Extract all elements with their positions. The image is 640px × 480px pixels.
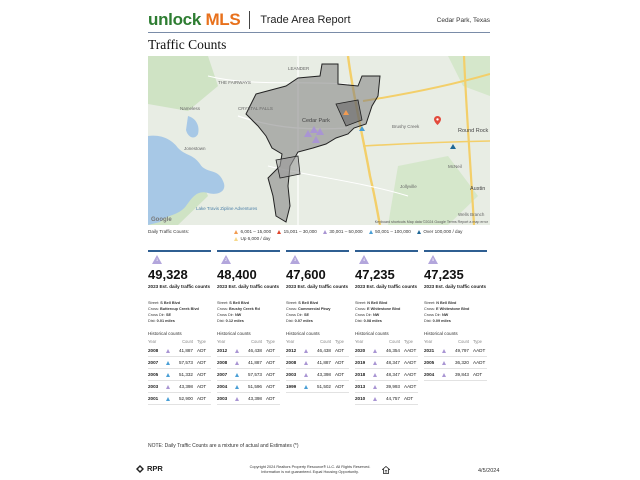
distance-info: Dist: 0.09 miles bbox=[424, 319, 451, 323]
traffic-count-desc: 2023 Est. daily traffic counts bbox=[355, 284, 418, 289]
table-row bbox=[148, 393, 211, 405]
traffic-triangle-icon bbox=[304, 385, 308, 389]
header-separator bbox=[249, 11, 250, 29]
hist-year: 2019 bbox=[355, 360, 366, 365]
traffic-card bbox=[148, 250, 217, 405]
hist-type: AADT bbox=[473, 360, 486, 365]
historical-counts-title: Historical counts bbox=[424, 331, 458, 336]
table-row bbox=[286, 381, 349, 393]
traffic-card bbox=[355, 250, 424, 405]
hist-type: ADT bbox=[473, 372, 483, 377]
traffic-triangle-icon bbox=[373, 349, 377, 353]
traffic-card bbox=[424, 250, 493, 405]
hist-count: 41,887 bbox=[178, 348, 193, 353]
hist-count: 51,596 bbox=[247, 384, 262, 389]
hist-type: ADT bbox=[197, 384, 207, 389]
traffic-triangle-icon bbox=[166, 361, 170, 365]
legend-title: Daily Traffic Counts: bbox=[148, 229, 190, 234]
hist-count: 39,993 bbox=[385, 384, 400, 389]
table-row bbox=[217, 393, 280, 405]
table-row bbox=[355, 393, 418, 405]
table-row bbox=[424, 357, 487, 369]
hist-year: 2020 bbox=[355, 348, 366, 353]
hist-count: 46,438 bbox=[316, 348, 331, 353]
map-label-nameless: Nameless bbox=[180, 106, 201, 111]
table-row bbox=[148, 381, 211, 393]
hist-count: 51,502 bbox=[316, 384, 331, 389]
card-header bbox=[217, 250, 280, 262]
hist-type: ADT bbox=[335, 360, 345, 365]
location-badge-number: 4 bbox=[362, 258, 366, 262]
hist-count: 46,438 bbox=[247, 348, 262, 353]
historical-table-header: Year Count Type bbox=[286, 339, 344, 344]
hist-count: 39,843 bbox=[454, 372, 469, 377]
legend-triangle-icon bbox=[234, 230, 238, 234]
traffic-card bbox=[286, 250, 355, 405]
cross-dir-info: Cross Dir: NW bbox=[355, 313, 380, 317]
legend-triangle-icon bbox=[234, 237, 238, 241]
hist-count: 36,320 bbox=[454, 360, 469, 365]
hist-type: ADT bbox=[335, 384, 345, 389]
copyright-line-2: Information is not guaranteed. Equal Housing Opportunity. bbox=[261, 469, 359, 474]
historical-counts-title: Historical counts bbox=[286, 331, 320, 336]
traffic-triangle-icon bbox=[304, 361, 308, 365]
traffic-triangle-icon bbox=[373, 373, 377, 377]
traffic-triangle-icon bbox=[166, 397, 170, 401]
traffic-count-value: 47,235 bbox=[424, 267, 464, 282]
hist-year: 2005 bbox=[148, 372, 159, 377]
table-row bbox=[217, 345, 280, 357]
traffic-count-desc: 2023 Est. daily traffic counts bbox=[286, 284, 349, 289]
report-title: Trade Area Report bbox=[260, 14, 351, 26]
hist-count: 41,887 bbox=[247, 360, 262, 365]
street-info: Street: N Bell Blvd bbox=[424, 301, 457, 305]
traffic-count-value: 47,600 bbox=[286, 267, 326, 282]
hist-count: 57,573 bbox=[247, 372, 262, 377]
traffic-legend bbox=[148, 228, 493, 242]
map-label-round-rock: Round Rock bbox=[458, 128, 489, 134]
table-row bbox=[355, 369, 418, 381]
historical-table-header: Year Count Type bbox=[355, 339, 413, 344]
location-badge-number: 5 bbox=[431, 258, 435, 262]
hist-year: 2007 bbox=[217, 372, 228, 377]
hist-type: ADT bbox=[266, 396, 276, 401]
traffic-triangle-icon bbox=[166, 385, 170, 389]
traffic-count-value: 48,400 bbox=[217, 267, 257, 282]
map-label-cedar-park: Cedar Park bbox=[302, 118, 330, 124]
traffic-triangle-icon bbox=[442, 349, 446, 353]
historical-table-header: Year Count Type bbox=[424, 339, 482, 344]
traffic-triangle-icon bbox=[235, 385, 239, 389]
hist-year: 2005 bbox=[424, 360, 435, 365]
hist-year: 2018 bbox=[355, 372, 366, 377]
distance-info: Dist: 0.08 miles bbox=[355, 319, 382, 323]
hist-type: AADT bbox=[473, 348, 486, 353]
table-row bbox=[355, 381, 418, 393]
map-label-crystal-falls: CRYSTAL FALLS bbox=[238, 106, 273, 111]
table-row bbox=[355, 357, 418, 369]
hist-type: ADT bbox=[197, 396, 207, 401]
cross-info: Cross: E Whitestone Blvd bbox=[424, 307, 470, 311]
traffic-triangle-icon bbox=[235, 373, 239, 377]
hist-year: 2001 bbox=[148, 396, 159, 401]
street-info: Street: N Bell Blvd bbox=[355, 301, 388, 305]
hist-type: AADT bbox=[404, 372, 417, 377]
traffic-count-value: 49,328 bbox=[148, 267, 188, 282]
equal-housing-icon bbox=[382, 466, 390, 474]
hist-count: 48,347 bbox=[385, 372, 400, 377]
hist-year: 2012 bbox=[286, 348, 297, 353]
hist-year: 2010 bbox=[355, 396, 366, 401]
google-logo: Google bbox=[151, 217, 172, 223]
hist-count: 43,398 bbox=[247, 396, 262, 401]
traffic-triangle-icon bbox=[442, 361, 446, 365]
historical-table-header: Year Count Type bbox=[148, 339, 206, 344]
table-row bbox=[286, 369, 349, 381]
cross-info: Cross: Buttercup Creek Blvd bbox=[148, 307, 199, 311]
hist-year: 2004 bbox=[424, 372, 435, 377]
traffic-triangle-icon bbox=[166, 373, 170, 377]
traffic-triangle-icon bbox=[442, 373, 446, 377]
table-row bbox=[217, 381, 280, 393]
table-row bbox=[217, 369, 280, 381]
map-pin-icon bbox=[434, 116, 441, 125]
street-info: Street: S Bell Blvd bbox=[148, 301, 181, 305]
legend-triangle-icon bbox=[369, 230, 373, 234]
copyright bbox=[240, 465, 380, 474]
traffic-count-desc: 2023 Est. daily traffic counts bbox=[424, 284, 487, 289]
historical-table-header: Year Count Type bbox=[217, 339, 275, 344]
map-label-brushy-creek: Brushy Creek bbox=[392, 124, 420, 129]
traffic-triangle-icon bbox=[373, 385, 377, 389]
legend-item: 6,001 – 15,000 bbox=[234, 229, 271, 234]
map-label-lake-travis: Lake Travis Zipline Adventures bbox=[196, 206, 258, 211]
table-row bbox=[286, 345, 349, 357]
distance-info: Dist: 0.12 miles bbox=[217, 319, 244, 323]
hist-year: 2013 bbox=[355, 384, 366, 389]
hist-year: 2004 bbox=[217, 384, 228, 389]
cross-dir-info: Cross Dir: NW bbox=[217, 313, 242, 317]
hist-year: 2021 bbox=[424, 348, 435, 353]
traffic-triangle-icon bbox=[235, 397, 239, 401]
hist-type: AADT bbox=[404, 384, 417, 389]
map-graphic bbox=[148, 56, 490, 225]
hist-type: ADT bbox=[335, 372, 345, 377]
map-label-leander: LEANDER bbox=[288, 66, 310, 71]
traffic-count-desc: 2023 Est. daily traffic counts bbox=[217, 284, 280, 289]
legend-triangle-icon bbox=[277, 230, 281, 234]
distance-info: Dist: 0.07 miles bbox=[286, 319, 313, 323]
map-label-jollyville: Jollyville bbox=[400, 184, 417, 189]
table-row bbox=[217, 357, 280, 369]
card-header bbox=[286, 250, 349, 262]
traffic-triangle-icon bbox=[235, 349, 239, 353]
location-badge-number: 1 bbox=[155, 258, 159, 262]
table-row bbox=[148, 369, 211, 381]
hist-count: 57,573 bbox=[178, 360, 193, 365]
location-badge-number: 2 bbox=[224, 258, 228, 262]
traffic-triangle-icon bbox=[166, 349, 170, 353]
legend-triangle-icon bbox=[323, 230, 327, 234]
legend-item: 50,001 – 100,000 bbox=[369, 229, 411, 234]
cross-info: Cross: Brushy Creek Rd bbox=[217, 307, 260, 311]
distance-info: Dist: 0.01 miles bbox=[148, 319, 175, 323]
report-location: Cedar Park, Texas bbox=[436, 16, 490, 24]
hist-type: ADT bbox=[197, 360, 207, 365]
map-label-austin: Austin bbox=[470, 186, 486, 192]
trade-area-map[interactable] bbox=[148, 56, 490, 225]
table-row bbox=[148, 345, 211, 357]
hist-type: ADT bbox=[335, 348, 345, 353]
card-header bbox=[424, 250, 487, 262]
hist-type: ADT bbox=[197, 372, 207, 377]
legend-row-2 bbox=[148, 235, 493, 242]
map-label-mcneil: McNeil bbox=[448, 164, 462, 169]
hist-type: ADT bbox=[266, 384, 276, 389]
table-row bbox=[286, 357, 349, 369]
hist-year: 2012 bbox=[217, 348, 228, 353]
hist-year: 1999 bbox=[286, 384, 297, 389]
cross-dir-info: Cross Dir: SE bbox=[148, 313, 172, 317]
traffic-triangle-icon bbox=[373, 361, 377, 365]
table-row bbox=[424, 369, 487, 381]
page-title: Traffic Counts bbox=[148, 37, 227, 52]
rpr-logo bbox=[136, 464, 163, 473]
hist-year: 2008 bbox=[286, 360, 297, 365]
traffic-card bbox=[217, 250, 286, 405]
legend-item: Over 100,000 / day bbox=[417, 229, 463, 234]
table-row bbox=[148, 357, 211, 369]
hist-type: ADT bbox=[197, 348, 207, 353]
cross-info: Cross: Commercial Pkwy bbox=[286, 307, 331, 311]
hist-year: 2003 bbox=[217, 396, 228, 401]
hist-type: ADT bbox=[266, 372, 276, 377]
hist-count: 43,398 bbox=[178, 384, 193, 389]
map-attribution[interactable]: Keyboard shortcuts Map data ©2024 Google Terms Report a map error bbox=[374, 220, 488, 224]
location-badge-number: 3 bbox=[293, 258, 297, 262]
copyright-line-1: Copyright 2024 Realtors Property Resource® LLC. All Rights Reserved. bbox=[249, 465, 371, 469]
hist-count: 51,332 bbox=[178, 372, 193, 377]
hist-count: 46,354 bbox=[385, 348, 400, 353]
historical-counts-title: Historical counts bbox=[355, 331, 389, 336]
hist-type: AADT bbox=[404, 348, 417, 353]
card-header bbox=[355, 250, 418, 262]
table-row bbox=[424, 345, 487, 357]
card-header bbox=[148, 250, 211, 262]
cross-info: Cross: E Whitestone Blvd bbox=[355, 307, 401, 311]
legend-item: 30,001 – 50,000 bbox=[323, 229, 363, 234]
hist-year: 2003 bbox=[148, 384, 159, 389]
header-rule bbox=[148, 32, 490, 33]
hist-count: 41,887 bbox=[316, 360, 331, 365]
hist-year: 2007 bbox=[148, 360, 159, 365]
traffic-note: NOTE: Daily Traffic Counts are a mixture of actual and Estimates (*) bbox=[148, 443, 299, 449]
map-label-jonestown: Jonestown bbox=[184, 146, 206, 151]
hist-type: AADT bbox=[404, 360, 417, 365]
hist-count: 52,900 bbox=[178, 396, 193, 401]
hist-count: 44,757 bbox=[385, 396, 400, 401]
hist-count: 48,347 bbox=[385, 360, 400, 365]
traffic-count-value: 47,235 bbox=[355, 267, 395, 282]
legend-triangle-icon bbox=[417, 230, 421, 234]
traffic-triangle-icon bbox=[304, 373, 308, 377]
map-label-wells-branch: Wells Branch bbox=[458, 212, 485, 217]
legend-item: Up 6,000 / day bbox=[234, 236, 270, 241]
traffic-triangle-icon bbox=[304, 349, 308, 353]
rpr-logo-text: RPR bbox=[147, 464, 163, 473]
historical-counts-title: Historical counts bbox=[217, 331, 251, 336]
hist-count: 49,797 bbox=[454, 348, 469, 353]
map-label-fairways: THE FAIRWAYS bbox=[218, 80, 251, 85]
logo-part1: unlock bbox=[148, 10, 201, 29]
unlock-mls-logo bbox=[148, 10, 240, 30]
rpr-logo-icon bbox=[136, 465, 144, 473]
traffic-count-desc: 2023 Est. daily traffic counts bbox=[148, 284, 211, 289]
hist-count: 43,398 bbox=[316, 372, 331, 377]
hist-type: ADT bbox=[266, 348, 276, 353]
traffic-triangle-icon bbox=[373, 397, 377, 401]
hist-year: 2008 bbox=[217, 360, 228, 365]
street-info: Street: S Bell Blvd bbox=[217, 301, 250, 305]
traffic-triangle-icon bbox=[235, 361, 239, 365]
historical-counts-title: Historical counts bbox=[148, 331, 182, 336]
cross-dir-info: Cross Dir: NW bbox=[424, 313, 449, 317]
hist-type: ADT bbox=[266, 360, 276, 365]
legend-row-1 bbox=[148, 228, 493, 235]
report-date: 4/5/2024 bbox=[478, 468, 500, 474]
street-info: Street: S Bell Blvd bbox=[286, 301, 319, 305]
legend-item: 15,001 – 30,000 bbox=[277, 229, 317, 234]
cross-dir-info: Cross Dir: SE bbox=[286, 313, 310, 317]
traffic-count-cards bbox=[148, 250, 493, 405]
table-row bbox=[355, 345, 418, 357]
hist-year: 2008 bbox=[148, 348, 159, 353]
logo-part2: MLS bbox=[205, 10, 241, 29]
report-header bbox=[148, 8, 490, 32]
hist-type: ADT bbox=[404, 396, 414, 401]
hist-year: 2003 bbox=[286, 372, 297, 377]
